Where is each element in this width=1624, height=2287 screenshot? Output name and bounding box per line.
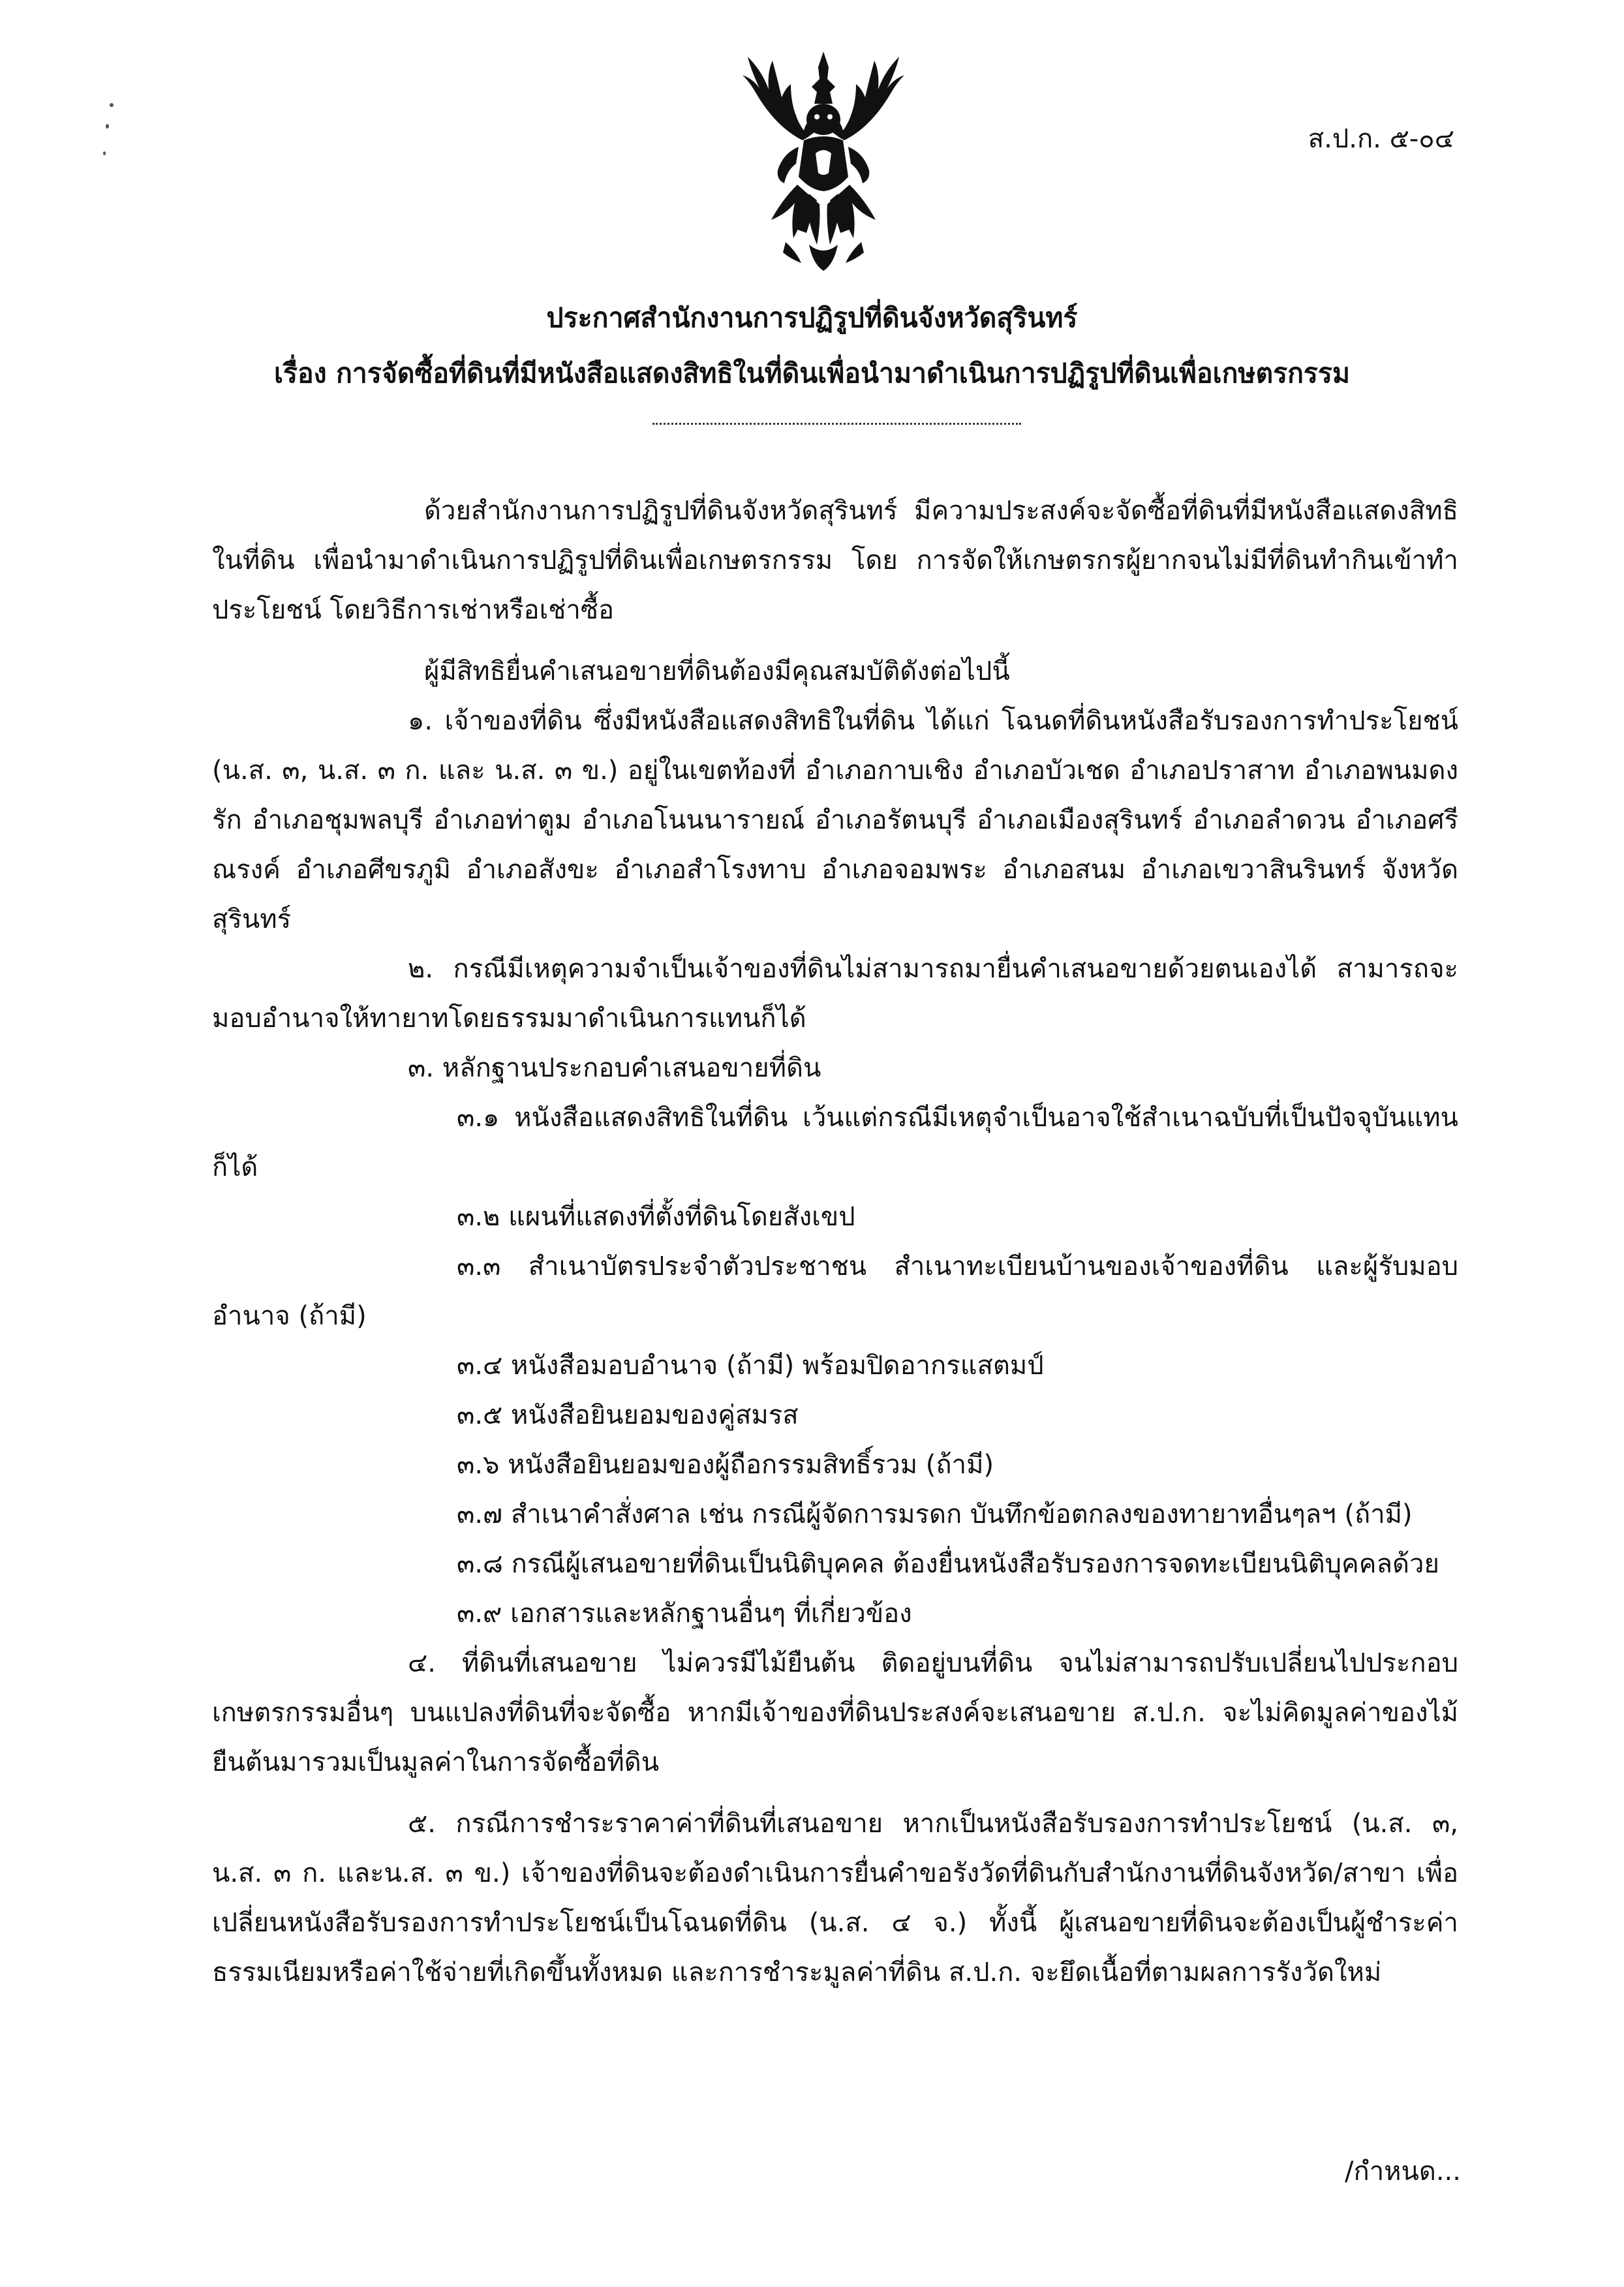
announcement-subject: เรื่อง การจัดซื้อที่ดินที่มีหนังสือแสดงสิทธิในที่ดินเพื่อนำมาดำเนินการปฏิรูปที่ดินเพื่อเกษตรกรรม (274, 358, 1350, 389)
item-3-1: ๓.๑ หนังสือแสดงสิทธิในที่ดิน เว้นแต่กรณีมีเหตุจำเป็นอาจใช้สำเนาฉบับที่เป็นปัจจุบันแทนก็ได้ (212, 1103, 1458, 1182)
item-3-6: ๓.๖ หนังสือยินยอมของผู้ถือกรรมสิทธิ์รวม (ถ้ามี) (457, 1450, 994, 1480)
item-3-8: ๓.๘ กรณีผู้เสนอขายที่ดินเป็นนิติบุคคล ต้องยื่นหนังสือรับรองการจดทะเบียนนิติบุคคลด้วย (457, 1549, 1439, 1579)
item-5: ๕. กรณีการชำระราคาค่าที่ดินที่เสนอขาย หากเป็นหนังสือรับรองการทำประโยชน์ (น.ส. ๓, น.ส. ๓ ก. และน.ส. ๓ ข.) เจ้าของที่ดินจะต้องดำเนินการยื่นคำขอรังวัดที่ดินกับสำนักงานที่ดินจังหวัด/สาขา เพื่อเปลี่ยนหนังสือรับรองการทำประโยชน์เป็นโฉนดที่ดิน (น.ส. ๔ จ.) ทั้งนี้ ผู้เสนอขายที่ดินจะต้องเป็นผู้ชำระค่าธรรมเนียมหรือค่าใช้จ่ายที่เกิดขึ้นทั้งหมด และการชำระมูลค่าที่ดิน ส.ป.ก. จะยึดเนื้อที่ตามผลการรังวัดใหม่ (212, 1809, 1458, 1988)
item-1: ๑. เจ้าของที่ดิน ซึ่งมีหนังสือแสดงสิทธิในที่ดิน ได้แก่ โฉนดที่ดินหนังสือรับรองการทำประโยชน์ (น.ส. ๓, น.ส. ๓ ก. และ น.ส. ๓ ข.) อยู่ในเขตท้องที่ อำเภอกาบเชิง อำเภอบัวเชด อำเภอปราสาท อำเภอพนมดงรัก อำเภอชุมพลบุรี อำเภอท่าตูม อำเภอโนนนารายณ์ อำเภอรัตนบุรี อำเภอเมืองสุรินทร์ อำเภอลำดวน อำเภอศรีณรงค์ อำเภอศีขรภูมิ อำเภอสังขะ อำเภอสำโรงทาบ อำเภอจอมพระ อำเภอสนม อำเภอเขวาสินรินทร์ จังหวัดสุรินทร์ (212, 706, 1458, 934)
item-3-3: ๓.๓ สำเนาบัตรประจำตัวประชาชน สำเนาทะเบียนบ้านของเจ้าของที่ดิน และผู้รับมอบอำนาจ (ถ้ามี) (212, 1251, 1458, 1331)
intro-paragraph: ด้วยสำนักงานการปฏิรูปที่ดินจังหวัดสุรินทร์ มีความประสงค์จะจัดซื้อที่ดินที่มีหนังสือแสดงสิทธิในที่ดิน เพื่อนำมาดำเนินการปฏิรูปที่ดินเพื่อเกษตรกรรม โดย การจัดให้เกษตรกรผู้ยากจนไม่มีที่ดินทำกินเข้าทำประโยชน์ โดยวิธีการเช่าหรือเช่าซื้อ (212, 496, 1458, 625)
announcement-body (212, 486, 1458, 1997)
title-divider (652, 423, 1021, 425)
scan-speck (103, 151, 106, 155)
item-3: ๓. หลักฐานประกอบคำเสนอขายที่ดิน (408, 1053, 821, 1083)
page-continuation: /กำหนด... (1345, 2157, 1461, 2187)
item-2: ๒. กรณีมีเหตุความจำเป็นเจ้าของที่ดินไม่สามารถมายื่นคำเสนอขายด้วยตนเองได้ สามารถจะมอบอำนาจให้ทายาทโดยธรรมมาดำเนินการแทนก็ได้ (212, 954, 1458, 1034)
announcement-title: ประกาศสำนักงานการปฏิรูปที่ดินจังหวัดสุรินทร์ (546, 302, 1078, 333)
form-code: ส.ป.ก. ๕-๐๔ (1308, 124, 1454, 154)
garuda-emblem-icon (731, 49, 917, 274)
item-3-4: ๓.๔ หนังสือมอบอำนาจ (ถ้ามี) พร้อมปิดอากรแสตมป์ (457, 1351, 1044, 1381)
item-3-7: ๓.๗ สำเนาคำสั่งศาล เช่น กรณีผู้จัดการมรดก บันทึกข้อตกลงของทายาทอื่นๆลฯ (ถ้ามี) (457, 1499, 1413, 1529)
item-3-2: ๓.๒ แผนที่แสดงที่ตั้งที่ดินโดยสังเขป (457, 1202, 855, 1232)
item-3-5: ๓.๕ หนังสือยินยอมของคู่สมรส (457, 1400, 799, 1430)
scan-speck (106, 124, 109, 129)
scan-speck (110, 103, 114, 107)
item-3-9: ๓.๙ เอกสารและหลักฐานอื่นๆ ที่เกี่ยวข้อง (457, 1599, 912, 1629)
qualification-heading: ผู้มีสิทธิยื่นคำเสนอขายที่ดินต้องมีคุณสมบัติดังต่อไปนี้ (424, 656, 1010, 686)
item-4: ๔. ที่ดินที่เสนอขาย ไม่ควรมีไม้ยืนต้น ติดอยู่บนที่ดิน จนไม่สามารถปรับเปลี่ยนไปประกอบเกษตรกรรมอื่นๆ บนแปลงที่ดินที่จะจัดซื้อ หากมีเจ้าของที่ดินประสงค์จะเสนอขาย ส.ป.ก. จะไม่คิดมูลค่าของไม้ยืนต้นมารวมเป็นมูลค่าในการจัดซื้อที่ดิน (212, 1648, 1458, 1777)
